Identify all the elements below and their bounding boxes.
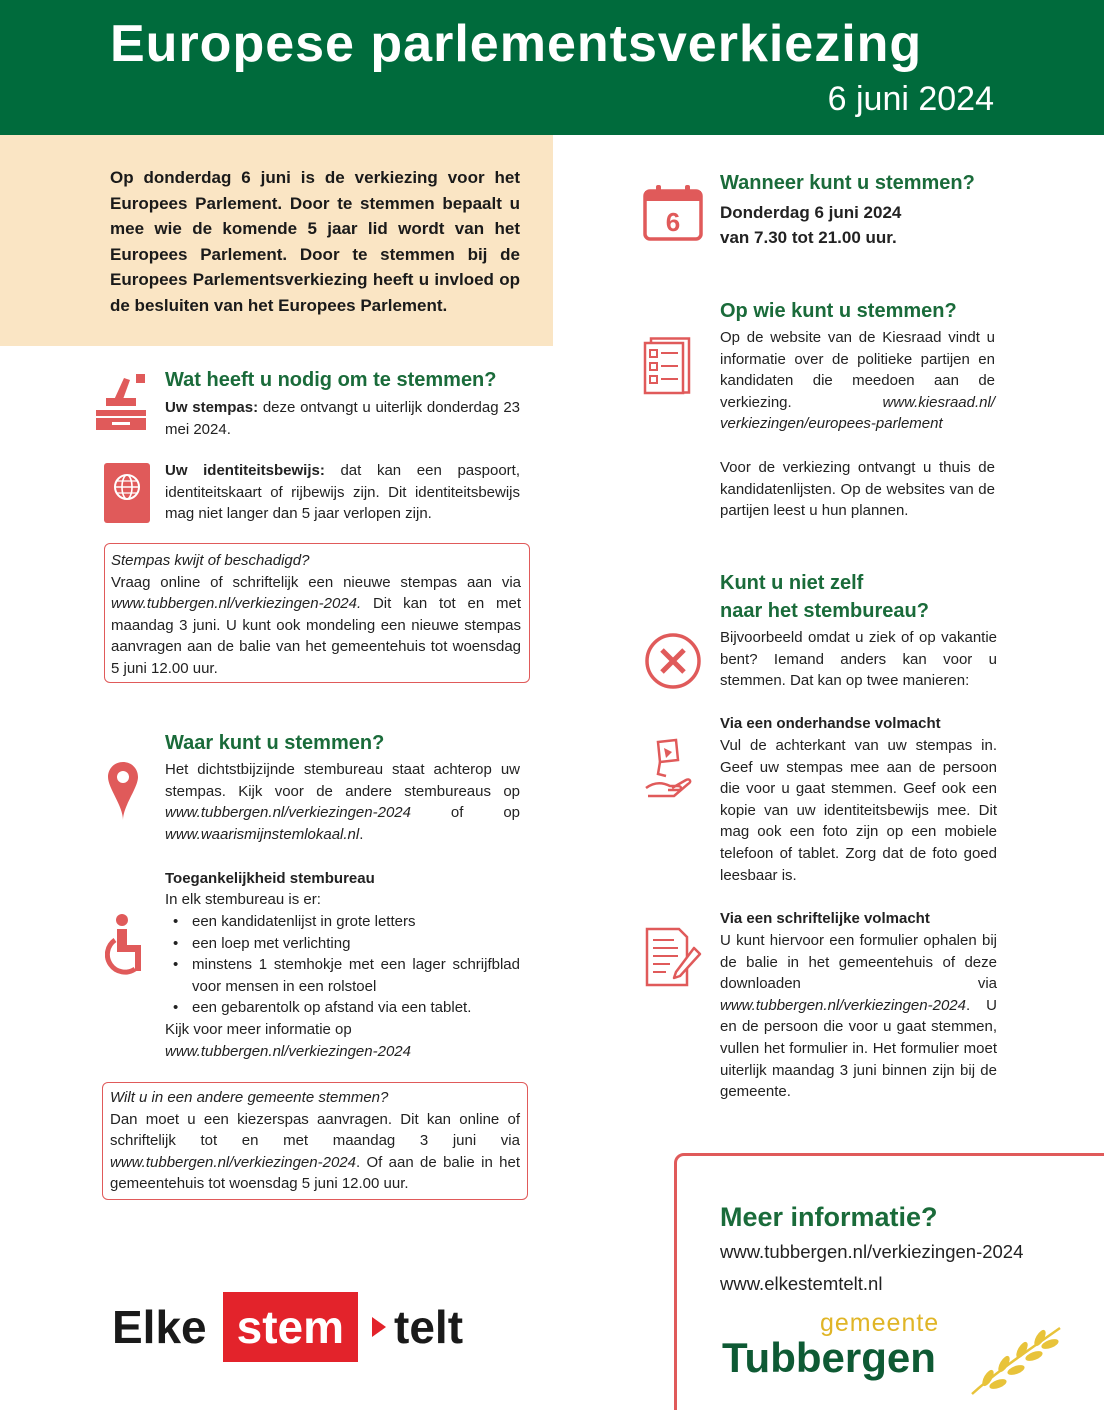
- kwijt-text1: Vraag online of schriftelijk een nieuwe stempas aan via: [111, 573, 521, 591]
- waar-text1: Het dichtstbijzijnde stembureau staat achterop uw stempas. Kijk voor de andere stembureaus op: [165, 761, 520, 800]
- schriftelijk-text: [720, 930, 997, 1103]
- kwijt-text2: Dit kan tot en met maandag 3 juni. U kunt ook mondeling een nieuwe stempas aanvragen aan de balie van het gemeentehuis tot woensdag 5 juni 12.00 uur.: [111, 595, 521, 677]
- wanneer-heading: Wanneer kunt u stemmen?: [720, 172, 975, 194]
- andere-link[interactable]: www.tubbergen.nl/verkiezingen-2024: [110, 1153, 356, 1171]
- schriftelijk-heading: Via een schriftelijke volmacht: [720, 910, 930, 927]
- logo-word-elke: Elke: [112, 1301, 207, 1353]
- cross-icon: [644, 632, 702, 690]
- opwie-text: [720, 327, 995, 435]
- wheat-icon: [966, 1322, 1062, 1396]
- nietzelf-text: Bijvoorbeeld omdat u ziek of op vakantie bent? Iemand anders kan voor u stemmen. Dat kan op twee manieren:: [720, 629, 997, 690]
- waar-heading: Waar kunt u stemmen?: [165, 732, 385, 754]
- waar-link2[interactable]: www.waarismijnstemlokaal.nl: [165, 825, 360, 843]
- logo-word-stem: stem: [223, 1292, 358, 1362]
- onderhands-text: Vul de achterkant van uw stempas in. Geef uw stempas mee aan de persoon die voor u gaat stemmen. Geef ook een kopie van uw identiteitsbewijs mee. Dit mag ook een foto zijn op een mobiele telefoon of tablet. Zorg dat de foto goed leesbaar is.: [720, 737, 997, 884]
- toegank-more: Kijk voor meer informatie op: [165, 1021, 352, 1038]
- schriftelijk-link[interactable]: www.tubbergen.nl/verkiezingen-2024: [720, 996, 966, 1014]
- meer-link-1[interactable]: www.tubbergen.nl/verkiezingen-2024: [720, 1241, 1024, 1262]
- kwijt-link[interactable]: www.tubbergen.nl/verkiezingen-2024.: [111, 595, 362, 613]
- schriftelijk-text2: . U en de persoon die voor u gaat stemmen, vullen het formulier in. Het formulier moet uiterlijk maandag 3 juni binnen zijn bij de gemeente.: [720, 996, 997, 1101]
- candidate-list-icon: [643, 337, 691, 395]
- wheelchair-icon: [105, 913, 151, 977]
- stempas-label: Uw stempas:: [165, 399, 259, 416]
- page-title: Europese parlementsverkiezing: [110, 15, 923, 73]
- toegank-list: [165, 911, 520, 1019]
- toegank-heading: Toegankelijkheid stembureau: [165, 870, 375, 887]
- toegank-link[interactable]: www.tubbergen.nl/verkiezingen-2024: [165, 1043, 411, 1060]
- logo-word-telt: telt: [394, 1301, 464, 1353]
- list-item: • een loep met verlichting: [165, 933, 520, 955]
- wanneer-line2: van 7.30 tot 21.00 uur.: [720, 228, 897, 247]
- stempas-paragraph: [165, 397, 520, 440]
- logo-gemeente-label: gemeente: [820, 1309, 940, 1337]
- andere-title: Wilt u in een andere gemeente stemmen?: [110, 1089, 389, 1106]
- id-paragraph: [165, 460, 520, 525]
- id-label: Uw identiteitsbewijs:: [165, 462, 325, 479]
- opwie-text1: Op de website van de Kiesraad vindt u informatie over de politieke partijen en kandidaten die meedoen aan de verkiezing.: [720, 329, 995, 411]
- waar-text: [165, 759, 520, 845]
- waar-link1[interactable]: www.tubbergen.nl/verkiezingen-2024: [165, 804, 411, 822]
- form-pencil-icon: [644, 926, 702, 988]
- kwijt-title: Stempas kwijt of beschadigd?: [111, 552, 310, 569]
- calendar-icon: [643, 185, 703, 241]
- andere-gemeente-box: [102, 1082, 528, 1200]
- opwie-heading: Op wie kunt u stemmen?: [720, 300, 957, 322]
- andere-text1: Dan moet u een kiezerspas aanvragen. Dit kan online of schriftelijk tot en met maandag 3 juni via: [110, 1110, 520, 1150]
- hand-ballot-icon: [644, 738, 692, 800]
- andere-text2: . Of aan de balie in het gemeentehuis tot woensdag 5 juni 12.00 uur.: [110, 1153, 520, 1193]
- nietzelf-heading-1: Kunt u niet zelf: [720, 572, 864, 594]
- stempas-kwijt-box: [104, 543, 530, 683]
- waar-text3: .: [359, 825, 364, 843]
- list-item: • een kandidatenlijst in grote letters: [165, 911, 520, 933]
- list-item: • een gebarentolk op afstand via een tablet.: [165, 997, 520, 1019]
- location-pin-icon: [108, 762, 138, 820]
- arrow-icon: [372, 1317, 386, 1337]
- calendar-number: 6: [665, 207, 681, 237]
- header-banner: [0, 0, 1104, 135]
- elke-stem-telt-logo: [112, 1292, 463, 1362]
- nietzelf-heading-2: naar het stembureau?: [720, 600, 929, 622]
- nodig-heading: Wat heeft u nodig om te stemmen?: [165, 369, 497, 391]
- id-text: dat kan een paspoort, identiteitskaart of rijbewijs zijn. Dit identiteitsbewijs mag niet langer dan 5 jaar verlopen zijn.: [165, 462, 520, 523]
- intro-panel: [0, 135, 553, 346]
- wanneer-line1: Donderdag 6 juni 2024: [720, 203, 902, 222]
- opwie-text2: Voor de verkiezing ontvangt u thuis de kandidatenlijsten. Op de websites van de partijen leest u hun plannen.: [720, 459, 995, 520]
- meer-link-2[interactable]: www.elkestemtelt.nl: [720, 1273, 883, 1294]
- ballot-box-icon: [92, 370, 150, 432]
- logo-tubbergen-name: Tubbergen: [722, 1334, 936, 1381]
- list-item: • minstens 1 stemhokje met een lager schrijfblad voor mensen in een rolstoel: [165, 954, 520, 997]
- meer-heading: Meer informatie?: [720, 1202, 938, 1232]
- stempas-text: deze ontvangt u uiterlijk donderdag 23 mei 2024.: [165, 399, 520, 438]
- onderhands-heading: Via een onderhandse volmacht: [720, 715, 941, 732]
- intro-text: Op donderdag 6 juni is de verkiezing voor het Europees Parlement. Door te stemmen bepaalt u mee wie de komende 5 jaar lid wordt van het Europees Parlement. Door te stemmen bij de Europees Parlementsverkiezing heeft u invloed op de besluiten van het Europees Parlement.: [110, 168, 520, 315]
- kiesraad-link[interactable]: www.kiesraad.nl/ verkiezingen/europees-parlement: [720, 393, 995, 433]
- waar-text2: of op: [410, 804, 520, 822]
- toegank-intro: In elk stembureau is er:: [165, 891, 321, 908]
- schriftelijk-text1: U kunt hiervoor een formulier ophalen bij de balie in het gemeentehuis of deze downloaden via: [720, 932, 997, 993]
- election-date: 6 juni 2024: [827, 80, 994, 118]
- passport-icon: [104, 463, 150, 523]
